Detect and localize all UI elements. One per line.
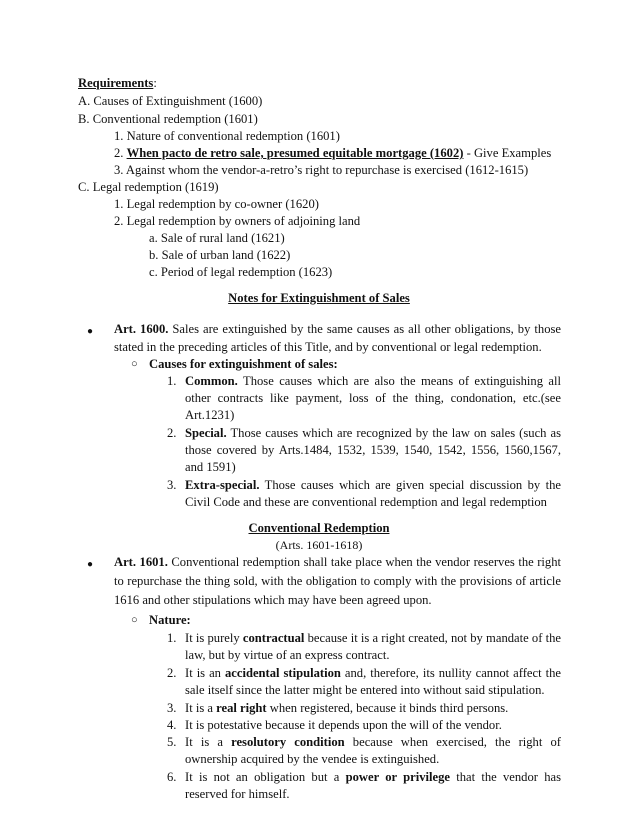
nature-3-num: 3.: [167, 701, 177, 715]
cause-2-label: Special.: [185, 426, 227, 440]
nature-5-bold: resolutory condition: [231, 735, 345, 749]
art1601-line1: [114, 554, 561, 571]
req-c1: 1. Legal redemption by co-owner (1620): [114, 197, 319, 211]
cause-1-text1: Those causes which are also the means of extinguishing all: [237, 374, 561, 388]
nature-5-pre: It is a: [185, 735, 232, 749]
art1601-text1: Conventional redemption shall take place when the vendor reserves the right: [167, 555, 562, 569]
nature-2-post: and, therefore, its nullity cannot affect the: [340, 666, 561, 680]
req-b2-bold: When pacto de retro sale, presumed equitable mortgage (1602): [126, 146, 464, 160]
req-b2-num: 2.: [114, 146, 127, 160]
cause-1-line2: other contracts like payment, loss of the thing, condonation, etc.(see: [185, 391, 561, 405]
art1600-line2: stated in the preceding articles of this Title, and by conventional or legal redemption.: [114, 340, 542, 354]
nature-3-line1: [185, 700, 508, 717]
art1600-line1: [114, 321, 561, 338]
art1601-line2: to repurchase the thing sold, with the obligation to comply with the provisions of article: [114, 574, 561, 588]
requirements-colon: :: [153, 76, 157, 90]
cause-3-line1: [185, 477, 561, 494]
nature-3-bold: real right: [216, 701, 267, 715]
nature-6-post: that the vendor has: [449, 770, 561, 784]
req-c2: 2. Legal redemption by owners of adjoining land: [114, 214, 361, 228]
conventional-heading: Conventional Redemption: [248, 521, 390, 535]
req-b3: 3. Against whom the vendor-a-retro’s right to repurchase is exercised (1612-1615): [114, 163, 529, 177]
requirements-heading-line: [78, 75, 157, 92]
bullet-icon: ●: [87, 326, 94, 337]
art1601-label: Art. 1601.: [114, 555, 168, 569]
req-b2-post: - Give Examples: [463, 146, 552, 160]
cause-2-line1: [185, 425, 561, 442]
cause-1-label: Common.: [185, 374, 238, 388]
causes-label: Causes for extinguishment of sales:: [149, 357, 338, 371]
nature-3-pre: It is a: [185, 701, 217, 715]
circle-bullet-icon: ○: [131, 614, 138, 626]
nature-6-num: 6.: [167, 770, 177, 784]
cause-3-num: 3.: [167, 478, 177, 492]
nature-3-post: when registered, because it binds third persons.: [266, 701, 509, 715]
nature-6-bold: power or privilege: [345, 770, 450, 784]
conventional-subheading: (Arts. 1601-1618): [275, 538, 363, 552]
cause-1-num: 1.: [167, 374, 177, 388]
req-b: B. Conventional redemption (1601): [78, 112, 258, 126]
nature-4-num: 4.: [167, 718, 177, 732]
nature-1-post: because it is a right created, not by mandate of the: [304, 631, 561, 645]
nature-5-line2: ownership acquired by the vendee is extinguished.: [185, 752, 440, 766]
cause-2-num: 2.: [167, 426, 177, 440]
nature-5-num: 5.: [167, 735, 177, 749]
art1600-label: Art. 1600.: [114, 322, 169, 336]
cause-2-line2: those covered by Arts.1484, 1532, 1539, 1540, 1542, 1556, 1560,1567,: [185, 443, 561, 457]
nature-2-num: 2.: [167, 666, 177, 680]
req-c2c: c. Period of legal redemption (1623): [149, 265, 333, 279]
cause-1-line1: [185, 373, 561, 390]
cause-2-text1: Those causes which are recognized by the law on sales (such as: [226, 426, 561, 440]
nature-5-post: because when exercised, the right of: [344, 735, 561, 749]
art1600-text1: Sales are extinguished by the same causes as all other obligations, by those: [168, 322, 561, 336]
req-c2b: b. Sale of urban land (1622): [149, 248, 291, 262]
nature-6-line2: reserved for himself.: [185, 787, 290, 801]
nature-2-line1: [185, 665, 561, 682]
req-b1: 1. Nature of conventional redemption (1601): [114, 129, 340, 143]
nature-5-line1: [185, 734, 561, 751]
nature-4-line1: It is potestative because it depends upon the will of the vendor.: [185, 718, 502, 732]
cause-3-line2: Civil Code and these are conventional redemption and legal redemption: [185, 495, 547, 509]
req-c: C. Legal redemption (1619): [78, 180, 219, 194]
nature-2-pre: It is an: [185, 666, 225, 680]
nature-2-line2: sale itself since the latter might be entered into without said stipulation.: [185, 683, 545, 697]
nature-6-line1: [185, 769, 561, 786]
nature-1-line2: law, but by virtue of an express contract.: [185, 648, 390, 662]
req-a: A. Causes of Extinguishment (1600): [78, 94, 263, 108]
nature-1-line1: [185, 630, 561, 647]
nature-label: Nature:: [149, 613, 191, 627]
art1601-line3: 1616 and other stipulations which may have been agreed upon.: [114, 593, 432, 607]
req-b2: [114, 145, 551, 162]
nature-1-num: 1.: [167, 631, 177, 645]
nature-2-bold: accidental stipulation: [224, 666, 341, 680]
requirements-heading: Requirements: [78, 76, 154, 90]
nature-6-pre: It is not an obligation but a: [185, 770, 346, 784]
cause-2-line3: and 1591): [185, 460, 236, 474]
notes-heading: Notes for Extinguishment of Sales: [228, 291, 410, 305]
circle-bullet-icon: ○: [131, 358, 138, 370]
cause-3-label: Extra-special.: [185, 478, 260, 492]
bullet-icon: ●: [87, 559, 94, 570]
cause-1-line3: Art.1231): [185, 408, 235, 422]
nature-1-bold: contractual: [242, 631, 305, 645]
cause-3-text1: Those causes which are given special discussion by the: [259, 478, 561, 492]
req-c2a: a. Sale of rural land (1621): [149, 231, 285, 245]
nature-1-pre: It is purely: [185, 631, 243, 645]
